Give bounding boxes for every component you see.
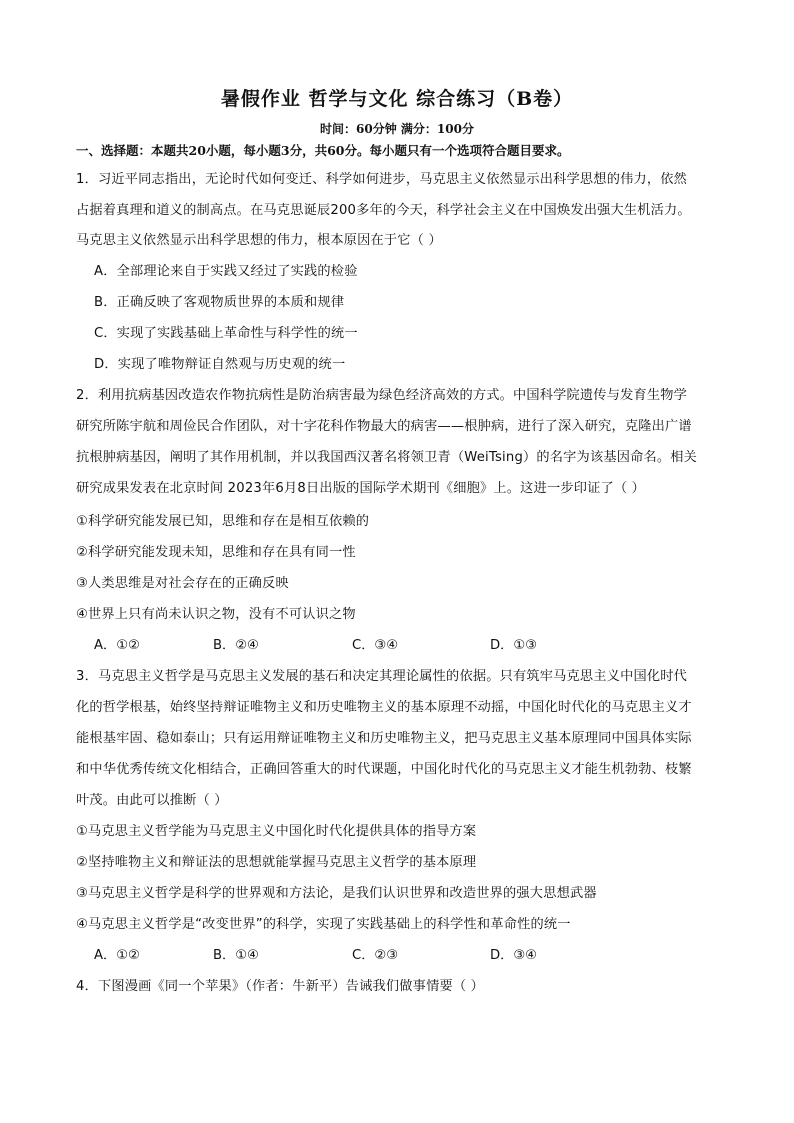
q2-choice-d: D．①③	[490, 638, 537, 653]
q3-item-2: ②坚持唯物主义和辩证法的思想就能掌握马克思主义哲学的基本原理	[76, 855, 477, 870]
q3-stem-line: 3．马克思主义哲学是马克思主义发展的基石和决定其理论属性的依据。只有筑牢马克思主义中国化时代	[76, 669, 688, 684]
q2-stem-line: 研究成果发表在北京时间 2023年6月8日出版的国际学术期刊《细胞》上。这进一步印证了（ ）	[76, 481, 646, 496]
q2-item-3: ③人类思维是对社会存在的正确反映	[76, 576, 289, 591]
q1-option-a: A．全部理论来自于实践又经过了实践的检验	[94, 264, 358, 279]
q2-item-2: ②科学研究能发现未知，思维和存在具有同一性	[76, 545, 356, 560]
q2-item-1: ①科学研究能发展已知，思维和存在是相互依赖的	[76, 514, 370, 529]
q1-option-c: C．实现了实践基础上革命性与科学性的统一	[94, 326, 358, 341]
q2-stem-line: 研究所陈宇航和周俭民合作团队，对十字花科作物最大的病害——根肿病，进行了深入研究，克隆出广谱	[76, 419, 692, 434]
q2-choice-a: A．①②	[94, 638, 140, 653]
q1-option-d: D．实现了唯物辩证自然观与历史观的统一	[94, 357, 346, 372]
q2-stem-line: 抗根肿病基因，阐明了其作用机制，并以我国西汉著名将领卫青（WeiTsing）的名字为该基因命名。相关	[76, 450, 698, 465]
q3-choice-d: D．③④	[490, 948, 537, 963]
page-title: 暑假作业 哲学与文化 综合练习（B卷）	[220, 88, 574, 110]
q1-stem-line: 马克思主义依然显示出科学思想的伟力，根本原因在于它（ ）	[76, 233, 442, 248]
section-heading: 一、选择题：本题共20小题，每小题3分，共60分。每小题只有一个选项符合题目要求。	[76, 143, 570, 158]
q2-choice-b: B．②④	[213, 638, 259, 653]
q2-stem-line: 2．利用抗病基因改造农作物抗病性是防治病害最为绿色经济高效的方式。中国科学院遗传与发育生物学	[76, 388, 688, 403]
q3-choice-a: A．①②	[94, 948, 140, 963]
q1-stem-line: 占据着真理和道义的制高点。在马克思诞辰200多年的今天，科学社会主义在中国焕发出强大生机活力。	[76, 203, 691, 218]
q3-stem-line: 能根基牢固、稳如泰山；只有运用辩证唯物主义和历史唯物主义，把马克思主义基本原理同中国具体实际	[76, 731, 692, 746]
q3-item-4: ④马克思主义哲学是“改变世界”的科学，实现了实践基础上的科学性和革命性的统一	[76, 917, 571, 932]
q3-choice-c: C．②③	[352, 948, 399, 963]
exam-info: 时间：60分钟 满分：100分	[320, 122, 474, 136]
q3-stem-line: 叶茂。由此可以推断（ ）	[76, 793, 228, 808]
q3-item-3: ③马克思主义哲学是科学的世界观和方法论，是我们认识世界和改造世界的强大思想武器	[76, 886, 597, 901]
q3-stem-line: 化的哲学根基，始终坚持辩证唯物主义和历史唯物主义的基本原理不动摇，中国化时代化的马克思主义才	[76, 700, 692, 715]
q1-option-b: B．正确反映了客观物质世界的本质和规律	[94, 295, 345, 310]
q3-stem-line: 和中华优秀传统文化相结合，正确回答重大的时代课题，中国化时代化的马克思主义才能生机勃勃、枝繁	[76, 762, 692, 777]
q4-stem-line: 4．下图漫画《同一个苹果》（作者：牛新平）告诫我们做事情要（ ）	[76, 979, 485, 994]
q2-choice-c: C．③④	[352, 638, 399, 653]
q3-item-1: ①马克思主义哲学能为马克思主义中国化时代化提供具体的指导方案	[76, 824, 477, 839]
q2-item-4: ④世界上只有尚未认识之物，没有不可认识之物	[76, 607, 356, 622]
q1-stem-line: 1．习近平同志指出，无论时代如何变迁、科学如何进步，马克思主义依然显示出科学思想的伟力，依然	[76, 172, 688, 187]
q3-choice-b: B．①④	[213, 948, 259, 963]
